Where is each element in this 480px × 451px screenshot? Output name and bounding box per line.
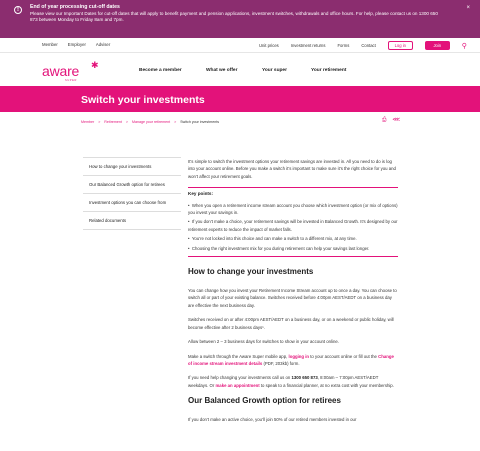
breadcrumb: Member > Retirement > Manage your retirement > Switch your investments: [81, 120, 219, 124]
main-nav: [0, 53, 480, 86]
unit-prices-link[interactable]: Unit prices: [259, 43, 279, 48]
paragraph: Make a switch through the Aware Super mobile app, logging in to your account online or fill out the Change of income stream investment details (PDF, 203kb) form.: [188, 353, 394, 366]
search-icon[interactable]: ⚲: [461, 42, 467, 50]
phone-number[interactable]: 1300 650 873: [291, 375, 318, 381]
paragraph: You can change how you invest your Retirement Income Stream account up to once a day. You can choose to switch all or part of your existing balance. Switches received before 4:00pm AEST/AEDT on a business day are effective the next business day.: [188, 288, 397, 308]
print-icon[interactable]: ⎙: [382, 117, 387, 123]
nav-your-retirement[interactable]: Your retirement: [311, 68, 347, 73]
appointment-link[interactable]: make an appointment: [215, 382, 260, 388]
alert-message: Please view our Important Dates for cut-off dates that will apply to benefit payment and pension applications, investment switches, withdrawals and office hours. For help, please contact us on 1300 650 873 between Monday to Friday 8am and 7pm.: [30, 11, 438, 23]
nav-your-super[interactable]: Your super: [262, 68, 287, 73]
paragraph: Switches received on or after 4:00pm AEST/AEDT on a business day, or on a weekend or public holiday, will become effective after 2 business days¹.: [188, 317, 394, 330]
section-heading-balanced-growth: Our Balanced Growth option for retirees: [188, 396, 341, 406]
employer-link[interactable]: Employer: [67, 42, 86, 47]
breadcrumb-current: Switch your investments: [180, 120, 219, 124]
login-link[interactable]: logging in: [288, 353, 310, 359]
sidebar-item-investment-options[interactable]: Investment options you can choose from: [83, 194, 181, 212]
change-investment-form-link[interactable]: Change of income stream investment details: [188, 353, 394, 366]
alert-banner: [0, 0, 480, 38]
adviser-link[interactable]: Adviser: [95, 42, 111, 47]
on-this-page-nav: [83, 157, 181, 230]
sidebar-item-related-documents[interactable]: Related documents: [83, 212, 181, 230]
contact-link[interactable]: Contact: [361, 43, 376, 48]
aware-super-logo[interactable]: aware ✱ SUPER: [42, 60, 99, 82]
nav-become-member[interactable]: Become a member: [139, 68, 182, 73]
info-icon: !: [14, 6, 22, 14]
key-points-box: [188, 187, 398, 257]
sidebar-item-balanced-growth[interactable]: Our Balanced Growth option for retirees: [83, 176, 181, 194]
key-point-item: • You’re not locked into this choice and can make a switch to a different mix, at any time.: [188, 236, 357, 242]
breadcrumb-member[interactable]: Member: [81, 120, 95, 124]
page-hero: [0, 86, 480, 112]
close-icon[interactable]: ×: [466, 5, 470, 11]
member-link[interactable]: Member: [42, 42, 58, 47]
intro-text: It’s simple to switch the investment options your retirement savings are invested in. All you need to do is log into your account online. Before you make a switch it’s important to make sure it’s the right choice for you and won’t affect your retirement goals.: [188, 159, 396, 179]
investment-returns-link[interactable]: Investment returns: [290, 43, 326, 48]
paragraph: Allow between 2 – 3 business days for switches to show in your account online.: [188, 339, 339, 345]
forms-link[interactable]: Forms: [337, 43, 350, 48]
key-point-item: • Choosing the right investment mix for you during retirement can help your savings last longer.: [188, 245, 370, 251]
section-heading-how-to-change: How to change your investments: [188, 267, 314, 277]
key-point-item: • When you open a retirement income stream account you choose which investment option (or mix of options) you invest your savings in.: [188, 202, 398, 216]
breadcrumb-manage-retirement[interactable]: Manage your retirement: [131, 120, 171, 124]
key-points-heading: Key points:: [188, 191, 214, 197]
page-title: Switch your investments: [81, 94, 205, 106]
share-icon[interactable]: ⋘: [392, 117, 401, 123]
alert-title: End of year processing cut-off dates: [30, 4, 120, 10]
nav-what-we-offer[interactable]: What we offer: [206, 68, 238, 73]
paragraph: If you need help changing your investments call us on 1300 650 873, 8:00am – 7:00pm AEST/AEDT weekdays. Or make an appointment to speak to a financial planner, at no extra cost with your membership.: [188, 375, 394, 388]
utility-bar: [0, 38, 480, 53]
page-tools: [382, 117, 400, 124]
key-point-item: • If you don’t make a choice, your retirement savings will be invested in Balanced Growth. It’s designed by our retirement experts to reduce the impact of market falls.: [188, 219, 398, 232]
join-button[interactable]: Join: [425, 41, 450, 50]
paragraph: If you don’t make an active choice, you’ll join 50% of our retired members invested in our: [188, 417, 357, 423]
logo-star-icon: ✱: [91, 60, 99, 70]
sidebar-item-how-to-change[interactable]: How to change your investments: [83, 158, 181, 176]
breadcrumb-retirement[interactable]: Retirement: [104, 120, 122, 124]
main-content: [188, 158, 398, 431]
login-button[interactable]: Log in: [388, 41, 413, 50]
